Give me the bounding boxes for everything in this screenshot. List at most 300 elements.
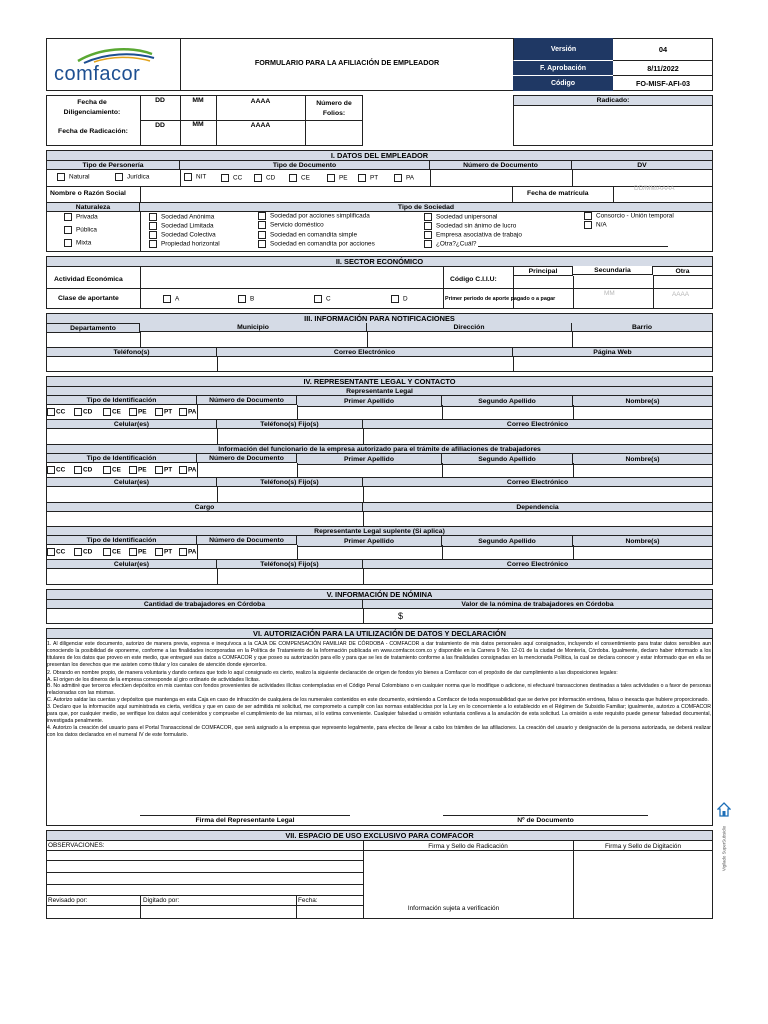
b3-pt-checkbox[interactable] xyxy=(155,548,163,556)
soc-colectiva-label: Sociedad Colectiva xyxy=(161,231,216,239)
folios-label: Número de Folios: xyxy=(316,100,352,117)
b2-segundo-apellido-header: Segundo Apellido xyxy=(442,454,573,465)
b2-ce-checkbox[interactable] xyxy=(103,466,111,474)
version-label: Versión xyxy=(513,38,613,61)
b3-id-pe-option[interactable] xyxy=(129,548,147,556)
juridica-option[interactable] xyxy=(115,173,149,181)
fecha-label: Fecha: xyxy=(298,897,318,904)
b3-id-cc-option[interactable] xyxy=(47,548,65,556)
filing-date-label: Fecha de Radicación: xyxy=(58,128,128,135)
soc-unipersonal-checkbox[interactable] xyxy=(424,213,432,221)
doc-ce-option[interactable] xyxy=(289,174,310,182)
soc-na-option[interactable] xyxy=(584,221,607,229)
b1-pt-label: PT xyxy=(164,408,173,416)
filling-date-label: Fecha de Diligenciamiento: xyxy=(63,99,121,116)
comfacor-logo-swoosh-icon xyxy=(60,44,160,64)
s7-divider xyxy=(573,840,574,919)
s4-divider xyxy=(297,405,298,419)
nat-mixta-option[interactable] xyxy=(64,239,91,247)
s7-divider xyxy=(46,872,363,873)
b2-pt-checkbox[interactable] xyxy=(155,466,163,474)
b2-id-pt-option[interactable] xyxy=(155,466,172,474)
b2-tipo-id-header: Tipo de Identificación xyxy=(47,454,197,463)
s7-divider xyxy=(296,895,297,919)
soc-anonima-label: Sociedad Anónima xyxy=(161,213,215,221)
b1-ce-checkbox[interactable] xyxy=(103,408,111,416)
b3-pe-checkbox[interactable] xyxy=(129,548,137,556)
clase-d-option[interactable] xyxy=(391,295,408,303)
b1-pe-label: PE xyxy=(138,408,147,416)
nit-checkbox[interactable] xyxy=(184,173,192,181)
b1-id-ce-option[interactable] xyxy=(103,408,121,416)
soc-comandita-acciones-checkbox[interactable] xyxy=(258,240,266,248)
suplente-subheader: Representante Legal suplente (Si aplica) xyxy=(47,527,712,536)
b2-cc-label: CC xyxy=(56,466,66,474)
declaration-p4: 4. Autorizo la creación del usuario para el Portal Transaccional de COMFACOR, que será asignado a la empresa que represento legalmente, para efectos de llevar a cabo los trámites de las afiliaciones. La creación del usuario y designación de la persona autorizada, se deberá realizar con los datos declarados en el numeral IV de este formulario. xyxy=(47,724,711,738)
declaration-text xyxy=(47,641,711,739)
municipio-header: Municipio xyxy=(140,323,367,332)
mixta-checkbox[interactable] xyxy=(64,239,72,247)
s7-divider xyxy=(46,850,363,851)
b3-id-ce-option[interactable] xyxy=(103,548,121,556)
pa-checkbox[interactable] xyxy=(394,174,402,182)
revisado-label: Revisado por: xyxy=(48,897,88,904)
b2-id-pe-option[interactable] xyxy=(129,466,147,474)
form-title: FORMULARIO PARA LA AFILIACIÓN DE EMPLEADOR xyxy=(254,58,440,67)
fecha-matricula-label: Fecha de matrícula xyxy=(527,190,589,197)
b2-pa-checkbox[interactable] xyxy=(179,466,187,474)
pe-checkbox[interactable] xyxy=(327,174,335,182)
b1-ce-label: CE xyxy=(112,408,121,416)
b3-id-cd-option[interactable] xyxy=(74,548,92,556)
b3-correo-header: Correo Electrónico xyxy=(363,560,712,569)
ce-checkbox[interactable] xyxy=(289,174,297,182)
tipo-documento-header: Tipo de Documento xyxy=(180,161,430,170)
natural-option[interactable] xyxy=(57,173,90,181)
soc-unipersonal-label: Sociedad unipersonal xyxy=(436,213,498,221)
s4-divider xyxy=(197,463,198,477)
mixta-label: Mixta xyxy=(76,239,92,247)
soc-anonima-option[interactable] xyxy=(149,213,214,221)
b3-pe-label: PE xyxy=(138,548,147,556)
soc-consorcio-label: Consorcio - Unión temporal xyxy=(596,212,674,220)
actividad-label: Actividad Económica xyxy=(54,276,123,283)
nit-label: NIT xyxy=(196,173,207,181)
b2-pe-checkbox[interactable] xyxy=(129,466,137,474)
s4-divider xyxy=(363,569,364,585)
s1-divider xyxy=(572,170,573,186)
cargo-header: Cargo xyxy=(47,503,363,512)
section-5-title: V. INFORMACIÓN DE NÓMINA xyxy=(46,589,713,600)
section-1-title: I. DATOS DEL EMPLEADOR xyxy=(46,150,713,161)
b3-ce-label: CE xyxy=(112,548,121,556)
logo-text: comfacor xyxy=(54,63,141,85)
approval-label: F. Aprobación xyxy=(513,61,613,76)
rep-legal-subheader: Representante Legal xyxy=(47,387,712,396)
numero-documento-header: Número de Documento xyxy=(430,161,572,170)
s1-divider xyxy=(430,170,431,186)
privada-checkbox[interactable] xyxy=(64,213,72,221)
b3-pt-label: PT xyxy=(164,548,173,556)
s4-divider xyxy=(573,463,574,477)
tipo-sociedad-header: Tipo de Sociedad xyxy=(140,203,712,212)
soc-sas-label: Sociedad por acciones simplificada xyxy=(270,212,370,220)
radicado-label: Radicado: xyxy=(514,96,712,106)
nat-privada-option[interactable] xyxy=(64,213,98,221)
clase-c-checkbox[interactable] xyxy=(314,295,322,303)
soc-colectiva-checkbox[interactable] xyxy=(149,231,157,239)
cd-label: CD xyxy=(266,174,276,182)
section-6-title: VI. AUTORIZACIÓN PARA LA UTILIZACIÓN DE DATOS Y DECLARACIÓN xyxy=(46,628,713,639)
barrio-header: Barrio xyxy=(572,323,712,332)
s4-divider xyxy=(217,569,218,585)
soc-anonima-checkbox[interactable] xyxy=(149,213,157,221)
b3-segundo-apellido-header: Segundo Apellido xyxy=(442,536,573,547)
s4-divider xyxy=(573,405,574,419)
soc-sas-checkbox[interactable] xyxy=(258,212,266,220)
b3-nombres-header: Nombre(s) xyxy=(573,536,712,547)
doc-nit-option[interactable] xyxy=(184,173,206,181)
soc-otra-checkbox[interactable] xyxy=(424,240,432,248)
valor-currency: $ xyxy=(398,611,404,621)
b1-pa-label: PA xyxy=(188,408,197,416)
s2-divider xyxy=(46,288,713,289)
s2-divider xyxy=(653,276,654,288)
b3-tipo-id-header: Tipo de Identificación xyxy=(47,536,197,545)
direccion-header: Dirección xyxy=(367,323,572,332)
pa-label: PA xyxy=(406,174,415,182)
s4-divider xyxy=(297,463,298,477)
soc-domestico-option[interactable] xyxy=(258,221,324,229)
web-header: Página Web xyxy=(513,348,712,357)
pe-label: PE xyxy=(339,174,348,182)
b3-cc-checkbox[interactable] xyxy=(47,548,55,556)
firma-label: Firma del Representante Legal xyxy=(195,817,295,824)
firma-line[interactable] xyxy=(140,815,350,816)
doc-pt-option[interactable] xyxy=(358,174,378,182)
approval-value: 8/11/2022 xyxy=(613,61,713,76)
soc-comandita-simple-checkbox[interactable] xyxy=(258,231,266,239)
b3-telefono-header: Teléfono(s) Fijo(s) xyxy=(217,560,363,569)
cantidad-header: Cantidad de trabajadores en Córdoba xyxy=(47,600,363,609)
soc-limitada-label: Sociedad Limitada xyxy=(161,222,214,230)
b2-primer-apellido-header: Primer Apellido xyxy=(297,454,442,465)
soc-colectiva-option[interactable] xyxy=(149,231,216,239)
declaration-pb: B. No admitiré que terceros efectúen depósitos en mis cuentas con fondos provenientes de actividades ilícitas contempladas en el Código Penal Colombiano o en cualquier norma que lo modifique o adicione, ni efectuaré transacciones destinadas a tales actividades o a favor de personas relacionadas con las mismas. xyxy=(47,683,711,697)
firma-radicacion-label: Firma y Sello de Radicación xyxy=(428,843,508,850)
num-doc-label: Nº de Documento xyxy=(517,817,574,824)
section-7-title: VII. ESPACIO DE USO EXCLUSIVO PARA COMFACOR xyxy=(46,830,713,841)
b1-pt-checkbox[interactable] xyxy=(155,408,163,416)
b1-id-pe-option[interactable] xyxy=(129,408,147,416)
pt-checkbox[interactable] xyxy=(358,174,366,182)
filing-aaaa[interactable]: AAAA xyxy=(250,122,271,129)
vigilado-text: Vigilado SuperSubsidio xyxy=(721,825,727,872)
section-3-title: III. INFORMACIÓN PARA NOTIFICACIONES xyxy=(46,313,713,324)
b1-pe-checkbox[interactable] xyxy=(129,408,137,416)
b1-cc-checkbox[interactable] xyxy=(47,408,55,416)
b1-correo-header: Correo Electrónico xyxy=(363,420,712,429)
soc-na-checkbox[interactable] xyxy=(584,221,592,229)
firma-digitacion-label: Firma y Sello de Digitación xyxy=(604,843,681,850)
cc-label: CC xyxy=(233,174,243,182)
code-value: FO-MISF-AFI-03 xyxy=(636,79,690,88)
s3-divider xyxy=(572,332,573,347)
declaration-p1: 1. Al diligenciar este documento, autorizo de manera previa, expresa e inequívoca a la CAJA DE COMPENSACIÓN FAMILIAR DE CÓRDOBA - COMFACOR a dar tratamiento de mis datos personales aquí consignados, incluyendo el consentimiento para tratar datos sensibles aun conociendo la posibilidad de oponerme, conforme a las finalidades incorporadas en la Política de Tratamiento de la Información publicada en www.comfacor.com.co y disponible en la Carrera 9 No. 12-01 de la ciudad de Montería, Córdoba. Igualmente, declaro haber informado a los titulares de los datos que proveo en este medio, que entregaré sus datos a COMFACOR y que poseo su autorización para ello y para que se les de tratamiento conforme a las finalidades consignadas en la mencionada Política, la cual se declara conocer y estar informado que en ella se presentan los derechos que me asisten como titular y los canales de atención donde ejercerlos. xyxy=(47,641,711,668)
clase-aportante-label: Clase de aportante xyxy=(58,295,119,302)
telefono-header: Teléfono(s) xyxy=(47,348,217,357)
clase-a-option[interactable] xyxy=(163,295,179,303)
clase-a-label: A xyxy=(175,295,180,303)
doc-pe-option[interactable] xyxy=(327,174,348,182)
soc-asociativa-label: Empresa asociativa de trabajo xyxy=(436,231,522,239)
digitado-label: Digitado por: xyxy=(143,897,180,904)
s2-divider xyxy=(573,288,574,309)
b2-pa-label: PA xyxy=(188,466,197,474)
soc-consorcio-checkbox[interactable] xyxy=(584,212,592,220)
soc-domestico-label: Servicio doméstico xyxy=(270,221,324,229)
naturaleza-header: Naturaleza xyxy=(47,203,140,212)
b3-cc-label: CC xyxy=(56,548,66,556)
b2-num-doc-header: Número de Documento xyxy=(197,454,297,463)
doc-cc-option[interactable] xyxy=(221,174,242,182)
declaration-pc: C. Autorizo saldar las cuentas y depósitos que mantenga en esta Caja en caso de infracción de cualquiera de los numerales contenidos en este documento, eximiendo a Comfacor de toda responsabilidad que se derive por información errónea, falsa o inexacta que hubiere proporcionado. xyxy=(47,697,709,704)
dv-header: DV xyxy=(572,161,712,170)
b3-ce-checkbox[interactable] xyxy=(103,548,111,556)
b2-celular-header: Celular(es) xyxy=(47,478,217,487)
fecha-matricula-field[interactable]: DD/MM/AAAA xyxy=(634,185,675,192)
cd-checkbox[interactable] xyxy=(254,174,262,182)
b2-telefono-header: Teléfono(s) Fijo(s) xyxy=(217,478,363,487)
logo-cell xyxy=(46,38,181,91)
s3-divider xyxy=(140,332,141,347)
filing-mm[interactable]: MM xyxy=(192,121,204,128)
b2-id-cc-option[interactable] xyxy=(47,466,65,474)
soc-sas-option[interactable] xyxy=(258,212,370,220)
s4-divider xyxy=(363,429,364,444)
b1-celular-header: Celular(es) xyxy=(47,420,217,429)
soc-comandita-acciones-option[interactable] xyxy=(258,240,375,248)
nat-publica-option[interactable] xyxy=(64,226,97,234)
soc-asociativa-option[interactable] xyxy=(424,231,522,239)
juridica-checkbox[interactable] xyxy=(115,173,123,181)
b3-pa-checkbox[interactable] xyxy=(179,548,187,556)
soc-consorcio-option[interactable] xyxy=(584,212,674,220)
s7-divider xyxy=(46,905,363,906)
soc-comandita-acciones-label: Sociedad en comandita por acciones xyxy=(270,240,375,248)
b1-id-pa-option[interactable] xyxy=(179,408,196,416)
filling-aaaa[interactable]: AAAA xyxy=(250,98,271,105)
s4-divider xyxy=(363,487,364,502)
valor-header: Valor de la nómina de trabajadores en Córdoba xyxy=(363,600,712,609)
b2-cd-label: CD xyxy=(83,466,93,474)
soc-horizontal-label: Propiedad horizontal xyxy=(161,240,220,248)
s4-divider xyxy=(197,545,198,559)
s4-divider xyxy=(442,405,443,419)
doc-pa-option[interactable] xyxy=(394,174,414,182)
s2-divider xyxy=(573,276,574,288)
section-4-title: IV. REPRESENTANTE LEGAL Y CONTACTO xyxy=(46,376,713,387)
b3-num-doc-header: Número de Documento xyxy=(197,536,297,545)
s1-divider xyxy=(140,212,141,252)
s7-divider xyxy=(46,895,363,896)
s4-divider xyxy=(197,405,198,419)
info-sujeta-label: Información sujeta a verificación xyxy=(407,905,500,912)
b1-num-doc-header: Número de Documento xyxy=(197,396,297,405)
filing-dd[interactable]: DD xyxy=(155,122,165,129)
b1-telefono-header: Teléfono(s) Fijo(s) xyxy=(217,420,363,429)
ce-label: CE xyxy=(301,174,310,182)
b2-id-ce-option[interactable] xyxy=(103,466,121,474)
s7-divider xyxy=(140,895,141,919)
s5-divider xyxy=(363,609,364,624)
b3-id-pa-option[interactable] xyxy=(179,548,196,556)
b3-id-pt-option[interactable] xyxy=(155,548,172,556)
folios-field[interactable] xyxy=(305,120,363,146)
num-doc-line[interactable] xyxy=(443,815,648,816)
s4-divider xyxy=(442,545,443,559)
soc-horizontal-checkbox[interactable] xyxy=(149,240,157,248)
b3-cd-label: CD xyxy=(83,548,93,556)
clase-c-option[interactable] xyxy=(314,295,331,303)
clase-a-checkbox[interactable] xyxy=(163,295,171,303)
b2-id-cd-option[interactable] xyxy=(74,466,92,474)
soc-unipersonal-option[interactable] xyxy=(424,213,497,221)
code-label: Código xyxy=(513,76,613,91)
b1-segundo-apellido-header: Segundo Apellido xyxy=(442,396,573,407)
soc-domestico-checkbox[interactable] xyxy=(258,221,266,229)
b3-cd-checkbox[interactable] xyxy=(74,548,82,556)
soc-asociativa-checkbox[interactable] xyxy=(424,231,432,239)
b1-pa-checkbox[interactable] xyxy=(179,408,187,416)
clase-b-option[interactable] xyxy=(238,295,254,303)
b1-primer-apellido-header: Primer Apellido xyxy=(297,396,442,407)
b1-cd-label: CD xyxy=(83,408,93,416)
s2-divider xyxy=(443,288,444,309)
s4-divider xyxy=(217,429,218,444)
nombre-field[interactable] xyxy=(141,187,512,202)
tipo-persona-header: Tipo de Personería xyxy=(47,161,180,170)
s4-divider xyxy=(217,487,218,502)
filling-mm[interactable]: MM xyxy=(192,97,204,104)
b2-nombres-header: Nombre(s) xyxy=(573,454,712,465)
b2-cd-checkbox[interactable] xyxy=(74,466,82,474)
otra-header: Otra xyxy=(653,267,712,276)
s7-divider xyxy=(46,884,363,885)
clase-b-checkbox[interactable] xyxy=(238,295,246,303)
publica-checkbox[interactable] xyxy=(64,226,72,234)
soc-horizontal-option[interactable] xyxy=(149,240,220,248)
s3-divider xyxy=(367,332,368,347)
codigo-ciiu-label: Código C.I.I.U: xyxy=(450,276,497,283)
b2-cc-checkbox[interactable] xyxy=(47,466,55,474)
actividad-field[interactable] xyxy=(141,267,443,289)
version-value: 04 xyxy=(613,38,713,61)
principal-header: Principal xyxy=(514,267,573,276)
primer-periodo-label: Primer periodo de aporte pagado o a pagar xyxy=(445,296,556,302)
b1-tipo-id-header: Tipo de Identificación xyxy=(47,396,197,405)
b1-id-cd-option[interactable] xyxy=(74,408,92,416)
clase-d-label: D xyxy=(403,295,408,303)
s7-divider xyxy=(46,860,363,861)
s1-divider xyxy=(613,186,614,202)
soc-comandita-simple-option[interactable] xyxy=(258,231,357,239)
b2-pt-label: PT xyxy=(164,466,173,474)
observaciones-label: OBSERVACIONES: xyxy=(48,842,105,849)
dates-divider-h1 xyxy=(140,120,305,121)
cc-checkbox[interactable] xyxy=(221,174,229,182)
b2-id-pa-option[interactable] xyxy=(179,466,196,474)
soc-sin-animo-option[interactable] xyxy=(424,222,516,230)
s4-divider xyxy=(297,545,298,559)
s3-divider xyxy=(217,357,218,372)
supersubsidio-logo xyxy=(717,802,731,882)
b1-id-cc-option[interactable] xyxy=(47,408,65,416)
clase-b-label: B xyxy=(250,295,255,303)
soc-otra-field[interactable] xyxy=(478,239,668,247)
funcionario-subheader: Información del funcionario de la empresa autorizado para el trámite de afiliaciones de trabajadores xyxy=(47,445,712,454)
doc-cd-option[interactable] xyxy=(254,174,275,182)
b2-ce-label: CE xyxy=(112,466,121,474)
correo-header: Correo Electrónico xyxy=(217,348,513,357)
section-2-title: II. SECTOR ECONÓMICO xyxy=(46,256,713,267)
soc-comandita-simple-label: Sociedad en comandita simple xyxy=(270,231,358,239)
b2-correo-header: Correo Electrónico xyxy=(363,478,712,487)
s2-divider xyxy=(653,288,654,309)
b1-id-pt-option[interactable] xyxy=(155,408,172,416)
declaration-p3: 3. Declaro que la información aquí suministrada es cierta, verídica y que en caso de ser admitida mi solicitud, me comprometo a cumplir con las normas establecidas por la Ley en lo concerniente a lo establecido en el Régimen de Subsidio Familiar; igualmente, autorizo a COMFACOR para que, por cualquier medio, se verifique los datos aquí contenidos y compruebe el cumplimiento de las mismas, si lo estima conveniente. Cualquier falsedad u omisión voluntaria conlleva a la anulación de esta solicitud. La omisión a este requisito puede generar falsedad documental, investigada penalmente. xyxy=(47,704,711,724)
soc-otra-option[interactable] xyxy=(424,240,477,248)
s1-divider xyxy=(512,186,513,202)
nombre-label: Nombre o Razón Social xyxy=(50,190,126,197)
soc-na-label: N/A xyxy=(596,221,607,229)
departamento-header: Departamento xyxy=(47,324,140,333)
s7-divider xyxy=(363,850,713,851)
soc-otra-label: ¿Otra?¿Cuál? xyxy=(436,240,477,248)
filling-dd[interactable]: DD xyxy=(155,97,165,104)
b3-pa-label: PA xyxy=(188,548,197,556)
clase-c-label: C xyxy=(326,295,331,303)
secundaria-header: Secundaria xyxy=(573,266,653,275)
b1-cd-checkbox[interactable] xyxy=(74,408,82,416)
s1-divider xyxy=(180,170,181,186)
s4-divider xyxy=(442,463,443,477)
publica-label: Pública xyxy=(76,226,97,234)
s2-divider xyxy=(443,266,444,288)
soc-limitada-checkbox[interactable] xyxy=(149,222,157,230)
juridica-label: Jurídica xyxy=(127,173,150,181)
s3-divider xyxy=(513,357,514,372)
periodo-aaaa[interactable]: AAAA xyxy=(672,291,690,298)
b3-celular-header: Celular(es) xyxy=(47,560,217,569)
declaration-pa: A. El origen de los dineros de la empresa corresponde al giro ordinario de actividades lícitas. xyxy=(47,676,261,683)
pt-label: PT xyxy=(370,174,379,182)
soc-limitada-option[interactable] xyxy=(149,222,214,230)
declaration-p2: 2. Obrando en nombre propio, de manera voluntaria y dando certeza que todo lo aquí consignado es cierto, realizo la siguiente declaración de origen de fondos y/o bienes a Comfacor con el propósito de dar cumplimiento a las disposiciones legales: xyxy=(47,669,618,676)
privada-label: Privada xyxy=(76,213,98,221)
s4-divider xyxy=(573,545,574,559)
periodo-mm[interactable]: MM xyxy=(604,290,615,297)
s4-divider xyxy=(363,512,364,526)
natural-checkbox[interactable] xyxy=(57,173,65,181)
natural-label: Natural xyxy=(69,173,90,181)
b3-primer-apellido-header: Primer Apellido xyxy=(297,536,442,547)
b2-pe-label: PE xyxy=(138,466,147,474)
clase-d-checkbox[interactable] xyxy=(391,295,399,303)
dependencia-header: Dependencia xyxy=(363,503,712,512)
b1-nombres-header: Nombre(s) xyxy=(573,396,712,407)
soc-sin-animo-checkbox[interactable] xyxy=(424,222,432,230)
